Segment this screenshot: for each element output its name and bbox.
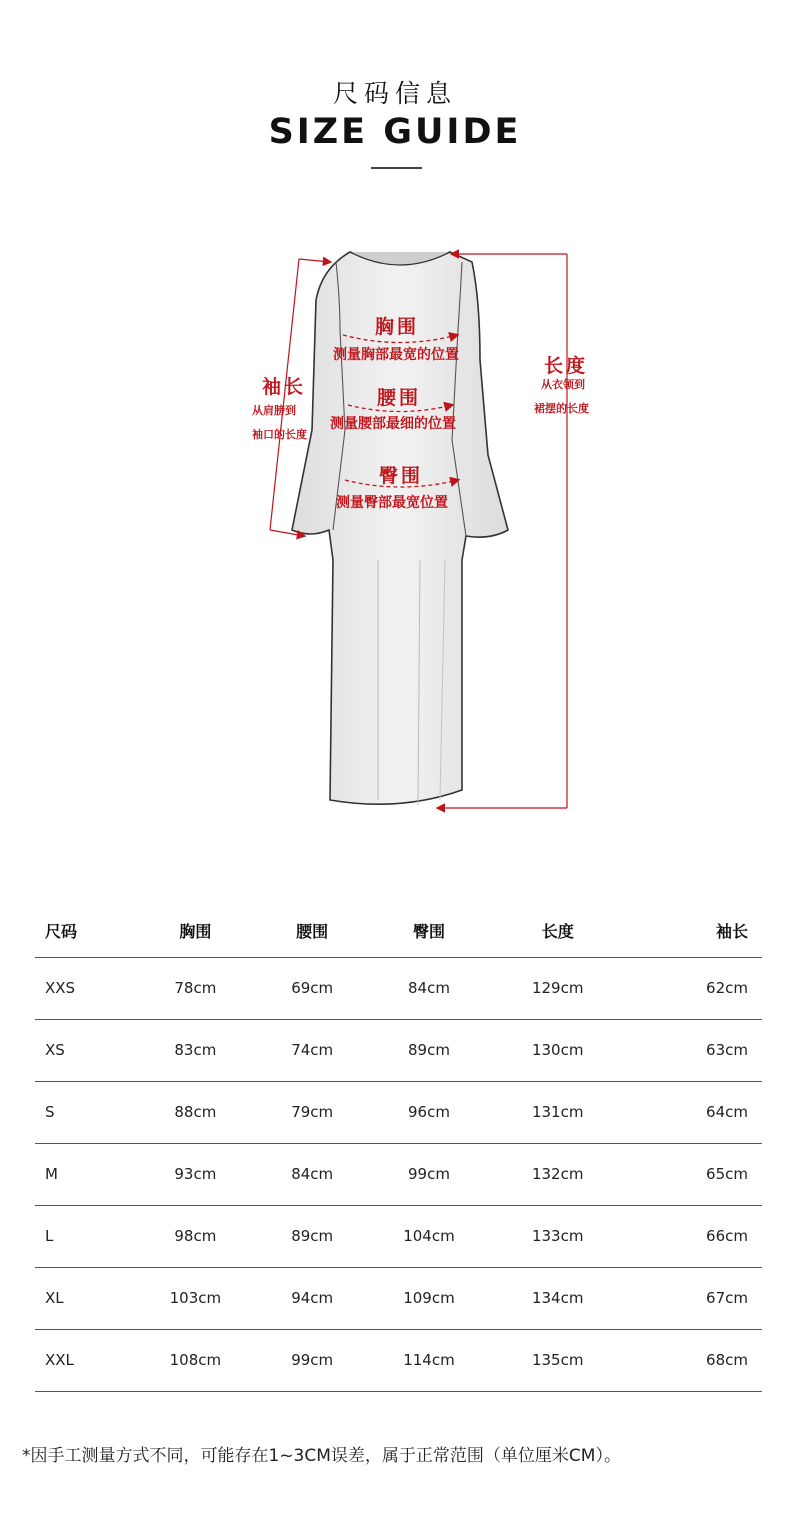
table-row — [35, 1143, 762, 1205]
length-desc-line1: 从衣领到 — [541, 378, 585, 391]
cell-sleeve: 66cm — [622, 1205, 762, 1267]
waist-desc: 测量腰部最细的位置 — [330, 416, 456, 432]
cell-chest: 98cm — [131, 1205, 260, 1267]
cell-length: 134cm — [493, 1267, 622, 1329]
chest-label: 胸围 — [375, 316, 420, 338]
cell-waist: 74cm — [260, 1019, 365, 1081]
cell-waist: 89cm — [260, 1205, 365, 1267]
cell-hip: 96cm — [365, 1081, 494, 1143]
size-chart-table — [35, 905, 762, 1392]
sleeve-label: 袖长 — [262, 376, 307, 398]
cell-length: 132cm — [493, 1143, 622, 1205]
cell-length: 129cm — [493, 957, 622, 1019]
cell-size: M — [35, 1143, 131, 1205]
cell-hip: 114cm — [365, 1329, 494, 1391]
cell-waist: 79cm — [260, 1081, 365, 1143]
cell-hip: 99cm — [365, 1143, 494, 1205]
cell-size: S — [35, 1081, 131, 1143]
cell-size: XL — [35, 1267, 131, 1329]
cell-chest: 93cm — [131, 1143, 260, 1205]
cell-size: XXS — [35, 957, 131, 1019]
chest-desc: 测量胸部最宽的位置 — [333, 347, 459, 363]
cell-sleeve: 65cm — [622, 1143, 762, 1205]
cell-length: 133cm — [493, 1205, 622, 1267]
cell-size: XXL — [35, 1329, 131, 1391]
cell-waist: 99cm — [260, 1329, 365, 1391]
cell-sleeve: 67cm — [622, 1267, 762, 1329]
hip-label: 臀围 — [379, 465, 424, 487]
cell-sleeve: 68cm — [622, 1329, 762, 1391]
table-row — [35, 1205, 762, 1267]
header-hip: 臀围 — [365, 905, 494, 957]
header-waist: 腰围 — [260, 905, 365, 957]
table-row — [35, 957, 762, 1019]
cell-chest: 103cm — [131, 1267, 260, 1329]
cell-sleeve: 63cm — [622, 1019, 762, 1081]
cell-length: 130cm — [493, 1019, 622, 1081]
page-title-en: SIZE GUIDE — [268, 112, 522, 152]
cell-chest: 83cm — [131, 1019, 260, 1081]
header-length: 长度 — [493, 905, 622, 957]
cell-size: XS — [35, 1019, 131, 1081]
table-row — [35, 1267, 762, 1329]
cell-waist: 69cm — [260, 957, 365, 1019]
length-label: 长度 — [544, 355, 589, 377]
cell-chest: 108cm — [131, 1329, 260, 1391]
cell-hip: 84cm — [365, 957, 494, 1019]
cell-waist: 84cm — [260, 1143, 365, 1205]
sleeve-desc-line2: 袖口的长度 — [252, 428, 307, 441]
cell-waist: 94cm — [260, 1267, 365, 1329]
cell-sleeve: 64cm — [622, 1081, 762, 1143]
table-row — [35, 1019, 762, 1081]
table-row — [35, 1081, 762, 1143]
header-sleeve: 袖长 — [622, 905, 762, 957]
cell-length: 131cm — [493, 1081, 622, 1143]
cell-chest: 78cm — [131, 957, 260, 1019]
page-title-cn: 尺码信息 — [332, 79, 457, 108]
header-chest: 胸围 — [131, 905, 260, 957]
cell-hip: 109cm — [365, 1267, 494, 1329]
measurement-footnote: *因手工测量方式不同，可能存在1~3CM误差，属于正常范围（单位厘米CM）。 — [22, 1446, 621, 1466]
length-desc-line2: 裙摆的长度 — [534, 402, 589, 415]
cell-hip: 104cm — [365, 1205, 494, 1267]
table-row — [35, 1329, 762, 1391]
table-header-row — [35, 905, 762, 957]
hip-desc: 测量臀部最宽位置 — [336, 495, 448, 511]
cell-hip: 89cm — [365, 1019, 494, 1081]
cell-chest: 88cm — [131, 1081, 260, 1143]
header-size: 尺码 — [35, 905, 131, 957]
cell-length: 135cm — [493, 1329, 622, 1391]
waist-label: 腰围 — [377, 387, 422, 409]
cell-sleeve: 62cm — [622, 957, 762, 1019]
sleeve-desc-line1: 从肩膀到 — [252, 404, 296, 417]
cell-size: L — [35, 1205, 131, 1267]
